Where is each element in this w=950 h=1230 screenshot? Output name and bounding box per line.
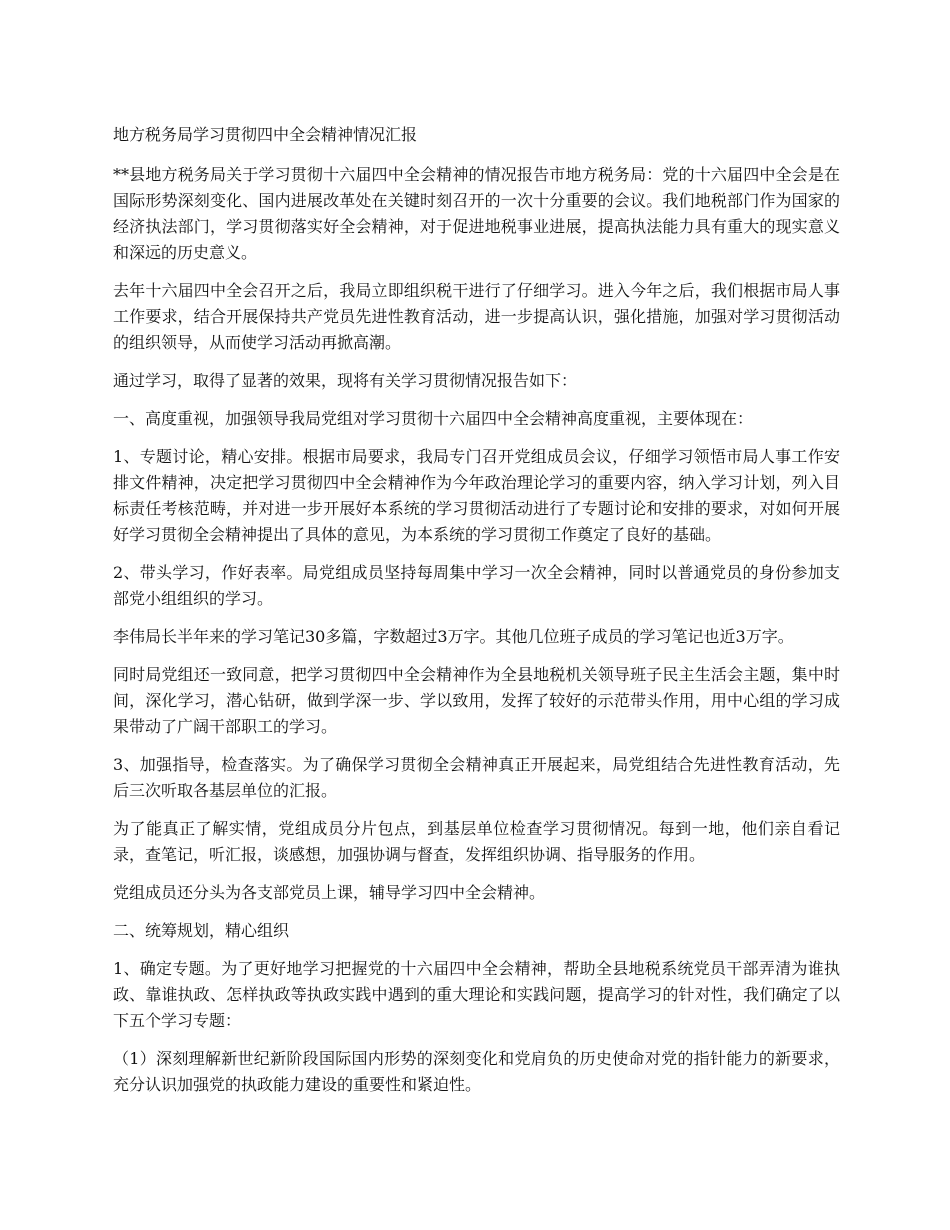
section-heading-2: 二、统筹规划，精心组织 bbox=[113, 921, 290, 940]
paragraph-intro: **县地方税务局关于学习贯彻十六届四中全会精神的情况报告市地方税务局：党的十六届四中全会是在国际形势深刻变化、国内进展改革处在关键时刻召开的一次十分重要的会议。我们地税部门作为国家的经济执法部门，学习贯彻落实好全会精神，对于促进地税事业进展，提高执法能力具有重大的现实意义和深远的历史意义。 bbox=[113, 165, 840, 262]
paragraph-report-lead: 通过学习，取得了显著的效果，现将有关学习贯彻情况报告如下： bbox=[113, 371, 578, 390]
document-body bbox=[113, 122, 840, 1110]
paragraph-study-start: 去年十六届四中全会召开之后，我局立即组织税干进行了仔细学习。进入今年之后，我们根据市局人事工作要求，结合开展保持共产党员先进性教育活动，进一步提高认识，强化措施，加强对学习贯彻活动的组织领导，从而使学习活动再掀高潮。 bbox=[113, 281, 840, 352]
paragraph-item-2-1: 1、确定专题。为了更好地学习把握党的十六届四中全会精神，帮助全县地税系统党员干部弄清为谁执政、靠谁执政、怎样执政等执政实践中遇到的重大理论和实践问题，提高学习的针对性，我们确定了以下五个学习专题： bbox=[113, 959, 840, 1030]
paragraph-inspection: 为了能真正了解实情，党组成员分片包点，到基层单位检查学习贯彻情况。每到一地，他们亲自看记录，查笔记，听汇报，谈感想，加强协调与督查，发挥组织协调、指导服务的作用。 bbox=[113, 819, 840, 864]
paragraph-topic-1: （1）深刻理解新世纪新阶段国际国内形势的深刻变化和党肩负的历史使命对党的指针能力的新要求，充分认识加强党的执政能力建设的重要性和紧迫性。 bbox=[113, 1049, 840, 1094]
document-title: 地方税务局学习贯彻四中全会精神情况汇报 bbox=[113, 125, 418, 144]
paragraph-item-1-1: 1、专题讨论，精心安排。根据市局要求，我局专门召开党组成员会议，仔细学习领悟市局人事工作安排文件精神，决定把学习贯彻四中全会精神作为今年政治理论学习的重要内容，纳入学习计划，列入目标责任考核范畴，并对进一步开展好本系统的学习贯彻活动进行了专题讨论和安排的要求，对如何开展好学习贯彻全会精神提出了具体的意见，为本系统的学习贯彻工作奠定了良好的基础。 bbox=[113, 447, 840, 544]
paragraph-study-notes: 李伟局长半年来的学习笔记30多篇，字数超过3万字。其他几位班子成员的学习笔记也近3万字。 bbox=[113, 627, 794, 646]
paragraph-item-1-2: 2、带头学习，作好表率。局党组成员坚持每周集中学习一次全会精神，同时以普通党员的身份参加支部党小组组织的学习。 bbox=[113, 563, 840, 608]
section-heading-1: 一、高度重视，加强领导我局党组对学习贯彻十六届四中全会精神高度重视，主要体现在： bbox=[113, 409, 754, 428]
paragraph-lectures: 党组成员还分头为各支部党员上课，辅导学习四中全会精神。 bbox=[113, 883, 546, 902]
paragraph-democratic-life: 同时局党组还一致同意，把学习贯彻四中全会精神作为全县地税机关领导班子民主生活会主题，集中时间，深化学习，潜心钻研，做到学深一步、学以致用，发挥了较好的示范带头作用，用中心组的学习成果带动了广阔干部职工的学习。 bbox=[113, 665, 840, 736]
paragraph-item-1-3: 3、加强指导，检查落实。为了确保学习贯彻全会精神真正开展起来，局党组结合先进性教育活动，先后三次听取各基层单位的汇报。 bbox=[113, 755, 840, 800]
